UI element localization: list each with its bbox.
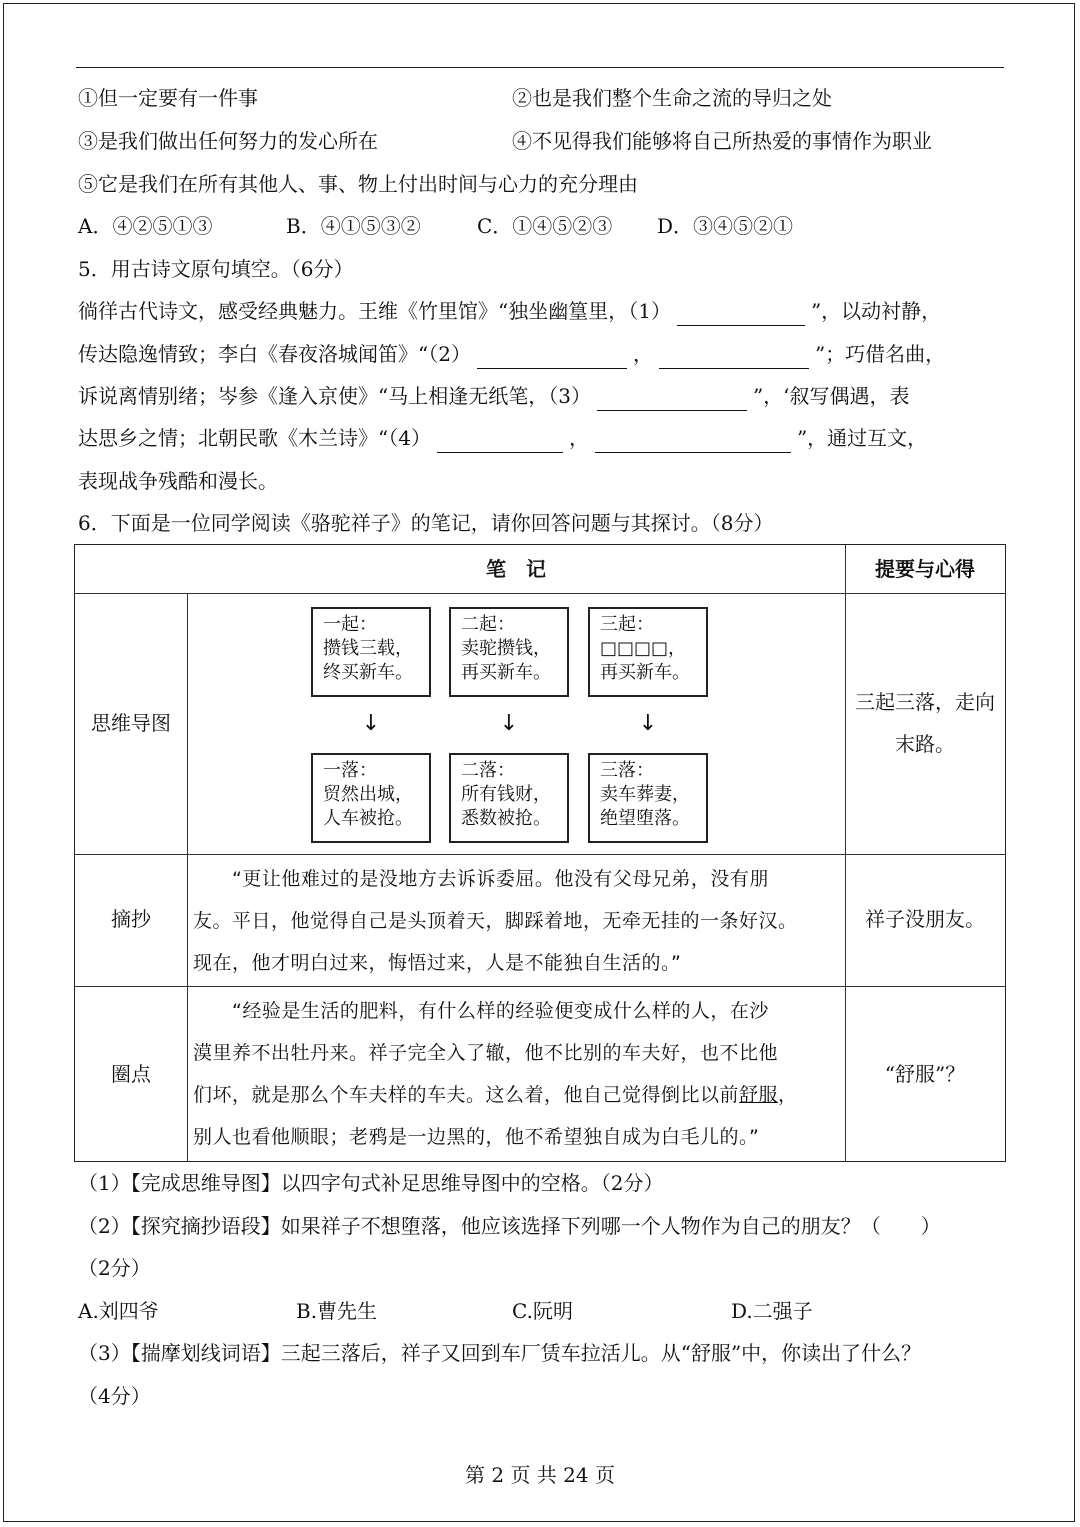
q5-line-4 [78, 423, 927, 453]
mindmap-fall-3 [588, 753, 708, 843]
blank-2a[interactable] [477, 346, 627, 369]
mindmap-rise-3 [588, 607, 708, 697]
q5-text-4c: ”，通过互文， [796, 426, 928, 450]
annotate-line-2: 漠里养不出牡丹来。祥子完全入了辙，他不比别的车夫好，也不比他 [193, 1042, 779, 1064]
blank-3[interactable] [597, 388, 747, 411]
mindmap-text: 所有钱财， [461, 784, 551, 805]
row1-summary-2: 末路。 [895, 732, 955, 756]
table-rule [75, 593, 1005, 594]
mindmap-text: 卖驼攒钱， [461, 638, 551, 659]
header-summary: 提要与心得 [875, 557, 975, 581]
table-rule [187, 593, 188, 1161]
mindmap-text: 一落： [323, 760, 377, 781]
annotate-line-3 [193, 1074, 798, 1116]
row-label-annotate: 圈点 [111, 1062, 151, 1086]
sub-question-2-score: （2分） [78, 1256, 151, 1280]
annotate-text-3b: ， [778, 1084, 798, 1106]
mindmap-rise-1 [311, 607, 431, 697]
option-line-1 [78, 83, 258, 113]
blank-4a[interactable] [437, 430, 563, 453]
excerpt-line-2: 友。平日，他觉得自己是头顶着天，脚踩着地，无牵无挂的一条好汉。 [193, 910, 798, 932]
q5-text-4a: 达思乡之情；北朝民歌《木兰诗》“（4） [78, 426, 431, 450]
mindmap-text: 三起： [600, 614, 654, 635]
annotate-text-3a: 们坏，就是那么个车夫样的车夫。这么着，他自己觉得倒比以前 [193, 1084, 740, 1106]
option-4: ④不见得我们能够将自己所热爱的事情作为职业 [512, 129, 932, 153]
q5-text-2c: ”；巧借名曲， [814, 342, 946, 366]
row3-summary: “舒服”？ [884, 1062, 966, 1086]
q5-text-1b: ”，以动衬静， [810, 299, 942, 323]
choice-b: B．④①⑤③② [286, 214, 421, 238]
notes-table [74, 544, 1006, 1162]
mindmap-text: 攒钱三载， [323, 638, 413, 659]
mindmap-text: 一起： [323, 614, 377, 635]
row-label-mindmap: 思维导图 [91, 711, 171, 735]
page-number: 第 2 页 共 24 页 [465, 1463, 615, 1487]
q5-text-1a: 徜徉古代诗文，感受经典魅力。王维《竹里馆》“独坐幽篁里，（1） [78, 299, 671, 323]
q5-text-2b: ， [632, 342, 653, 366]
row1-summary-1: 三起三落，走向 [855, 690, 995, 714]
annotate-line-1: “经验是生活的肥料，有什么样的经验便变成什么样的人，在沙 [193, 1000, 769, 1022]
blank-1[interactable] [677, 303, 805, 326]
q5-text-3a: 诉说离情别绪；岑参《逢入京使》“马上相逢无纸笔，（3） [78, 384, 591, 408]
sub-question-1: （1）【完成思维导图】以四字句式补足思维导图中的空格。（2分） [78, 1171, 664, 1195]
table-rule [75, 986, 1005, 987]
q5-line-5: 表现战争残酷和漫长。 [78, 469, 278, 493]
mindmap-text: 二起： [461, 614, 515, 635]
mindmap-text: 再买新车。 [461, 662, 551, 683]
q5-text-4b: ， [568, 426, 589, 450]
mindmap-text: 终买新车。 [323, 662, 413, 683]
mindmap-fall-2 [449, 753, 569, 843]
mindmap-text: 绝望堕落。 [600, 808, 690, 829]
arrow-down-icon: ↓ [638, 711, 658, 736]
header-rule [76, 67, 1004, 68]
blank-2b[interactable] [659, 346, 809, 369]
q5-line-2 [78, 339, 945, 369]
q5-line-3 [78, 381, 910, 411]
sub-question-2: （2）【探究摘抄语段】如果祥子不想堕落，他应该选择下列哪一个人物作为自己的朋友？（ ） [78, 1214, 941, 1238]
option-2: ②也是我们整个生命之流的导归之处 [512, 86, 832, 110]
mindmap-text: 再买新车。 [600, 662, 690, 683]
row-label-excerpt: 摘抄 [111, 907, 151, 931]
arrow-down-icon: ↓ [499, 711, 519, 736]
table-rule [75, 854, 1005, 855]
question-5-title: 5．用古诗文原句填空。（6分） [78, 257, 354, 281]
option-1: ①但一定要有一件事 [78, 86, 258, 110]
mindmap-text: 三落： [600, 760, 654, 781]
header-notes: 笔 记 [486, 557, 546, 581]
annotate-line-4: 别人也看他顺眼；老鸦是一边黑的，他不希望独自成为白毛儿的。” [193, 1126, 760, 1148]
sub-choice-b: B.曹先生 [296, 1299, 378, 1323]
q5-text-2a: 传达隐逸情致；李白《春夜洛城闻笛》“（2） [78, 342, 471, 366]
mindmap-text: 悉数被抢。 [461, 808, 551, 829]
blank-4b[interactable] [595, 430, 791, 453]
q5-line-1 [78, 296, 941, 326]
sub-question-3: （3）【揣摩划线词语】三起三落后，祥子又回到车厂赁车拉活儿。从“舒服”中，你读出了什么？ [78, 1341, 922, 1365]
choice-c: C．①④⑤②③ [477, 214, 613, 238]
mindmap-text: 卖车葬妻， [600, 784, 690, 805]
option-3: ③是我们做出任何努力的发心所在 [78, 129, 378, 153]
underlined-word: 舒服 [739, 1084, 779, 1106]
excerpt-line-1: “更让他难过的是没地方去诉诉委屈。他没有父母兄弟，没有朋 [193, 868, 769, 890]
mindmap-fall-1 [311, 753, 431, 843]
choice-a: A．④②⑤①③ [78, 214, 213, 238]
mindmap-blank-text: □□□□， [600, 638, 687, 659]
mindmap-rise-2 [449, 607, 569, 697]
sub-choice-a: A.刘四爷 [78, 1299, 159, 1323]
excerpt-line-3: 现在，他才明白过来，悔悟过来，人是不能独自生活的。” [193, 952, 682, 974]
sub-choice-c: C.阮明 [512, 1299, 573, 1323]
row2-summary: 祥子没朋友。 [865, 907, 985, 931]
question-6-title: 6．下面是一位同学阅读《骆驼祥子》的笔记，请你回答问题与其探讨。（8分） [78, 511, 774, 535]
mindmap-text: 人车被抢。 [323, 808, 413, 829]
option-5: ⑤它是我们在所有其他人、事、物上付出时间与心力的充分理由 [78, 172, 638, 196]
sub-choice-d: D.二强子 [731, 1299, 813, 1323]
mindmap-text: 贸然出城， [323, 784, 413, 805]
mindmap-text: 二落： [461, 760, 515, 781]
arrow-down-icon: ↓ [361, 711, 381, 736]
sub-question-3-score: （4分） [78, 1384, 151, 1408]
choice-d: D．③④⑤②① [657, 214, 794, 238]
q5-text-3b: ”，‘叙写偶遇，表 [752, 384, 910, 408]
